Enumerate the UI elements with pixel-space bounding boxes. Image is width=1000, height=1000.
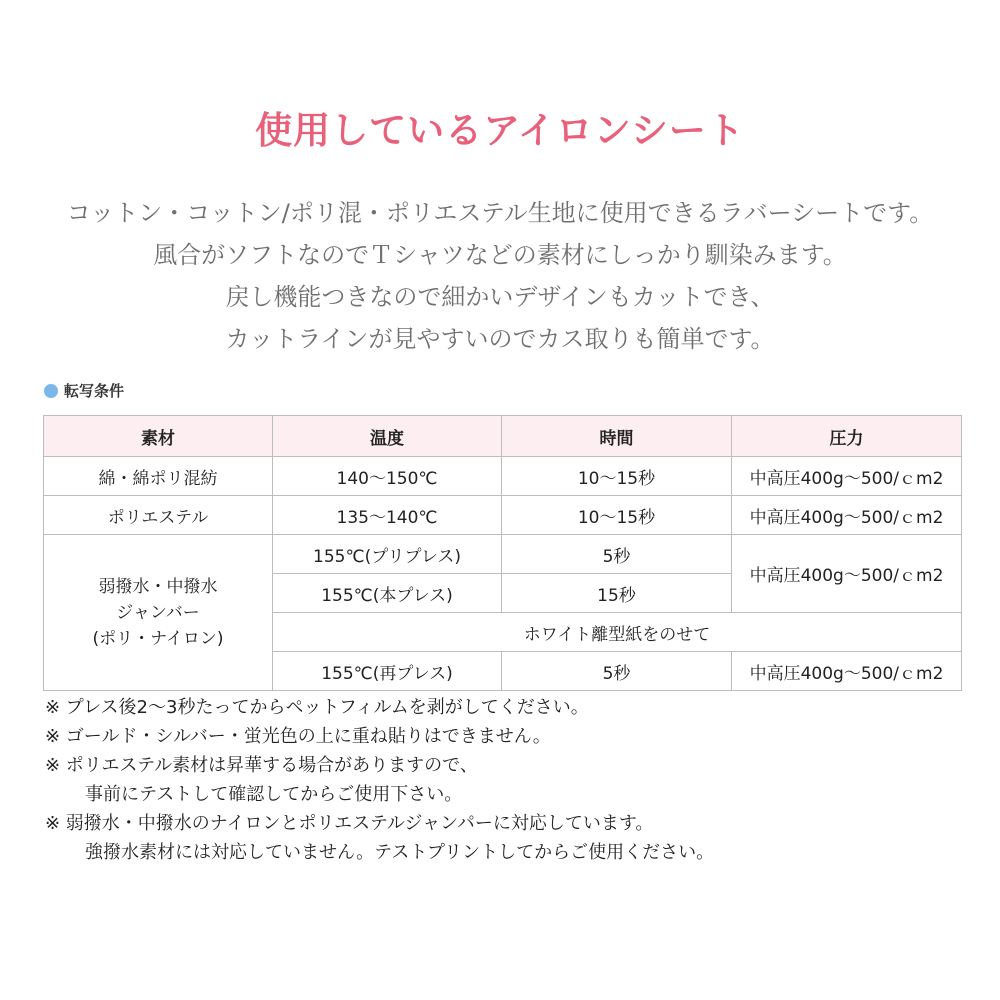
page-title: 使用しているアイロンシート	[255, 109, 745, 152]
cell-temperature-repress: 155℃(再プレス)	[273, 652, 502, 691]
intro-line: 戻し機能つきなので細かいデザインもカットでき、	[225, 283, 775, 311]
cell-time: 10～15秒	[502, 496, 732, 535]
cell-material: 綿・綿ポリ混紡	[44, 457, 273, 496]
cell-material: ポリエステル	[44, 496, 273, 535]
intro-line: コットン・コットン/ポリ混・ポリエステル生地に使用できるラバーシートです。	[66, 199, 934, 227]
material-line: (ポリ・ナイロン)	[92, 628, 224, 649]
header-pressure: 圧力	[732, 416, 962, 457]
notes-list	[45, 693, 714, 867]
cell-time-repress: 5秒	[502, 652, 732, 691]
material-line: ジャンバー	[116, 602, 200, 623]
material-line: 弱撥水・中撥水	[98, 576, 218, 597]
note-item: ※ 弱撥水・中撥水のナイロンとポリエステルジャンパーに対応しています。	[45, 813, 654, 834]
note-item: ※ ゴールド・シルバー・蛍光色の上に重ね貼りはできません。	[45, 726, 551, 747]
note-item: ※ プレス後2～3秒たってからペットフィルムを剥がしてください。	[45, 697, 589, 718]
table-row	[44, 496, 962, 535]
cell-release-paper-note: ホワイト離型紙をのせて	[273, 613, 962, 652]
note-item-continuation: 強撥水素材には対応していません。テストプリントしてからご使用ください。	[85, 842, 715, 863]
intro-line: 風合がソフトなのでＴシャツなどの素材にしっかり馴染みます。	[153, 241, 847, 269]
header-temperature: 温度	[273, 416, 502, 457]
cell-temperature: 140～150℃	[273, 457, 502, 496]
header-time: 時間	[502, 416, 732, 457]
cell-pressure: 中高圧400g～500/ｃm2	[732, 457, 962, 496]
cell-temperature-prepress: 155℃(プリプレス)	[273, 535, 502, 574]
transfer-conditions-table	[43, 415, 962, 691]
note-item-continuation: 事前にテストして確認してからご使用下さい。	[85, 784, 463, 805]
section-heading	[44, 380, 124, 401]
cell-pressure: 中高圧400g～500/ｃm2	[732, 496, 962, 535]
header-material: 素材	[44, 416, 273, 457]
cell-time: 10～15秒	[502, 457, 732, 496]
cell-pressure-group: 中高圧400g～500/ｃm2	[732, 535, 962, 613]
intro-text	[0, 192, 1000, 360]
cell-temperature-mainpress: 155℃(本プレス)	[273, 574, 502, 613]
cell-time-prepress: 5秒	[502, 535, 732, 574]
table-header-row	[44, 416, 962, 457]
cell-time-mainpress: 15秒	[502, 574, 732, 613]
table-row	[44, 535, 962, 574]
cell-material-group	[44, 535, 273, 691]
cell-temperature: 135～140℃	[273, 496, 502, 535]
section-heading-label: 転写条件	[64, 382, 125, 400]
note-item: ※ ポリエステル素材は昇華する場合がありますので、	[45, 755, 478, 776]
bullet-dot-icon	[44, 384, 58, 398]
cell-pressure-repress: 中高圧400g～500/ｃm2	[732, 652, 962, 691]
table-row	[44, 457, 962, 496]
intro-line: カットラインが見やすいのでカス取りも簡単です。	[225, 325, 775, 353]
